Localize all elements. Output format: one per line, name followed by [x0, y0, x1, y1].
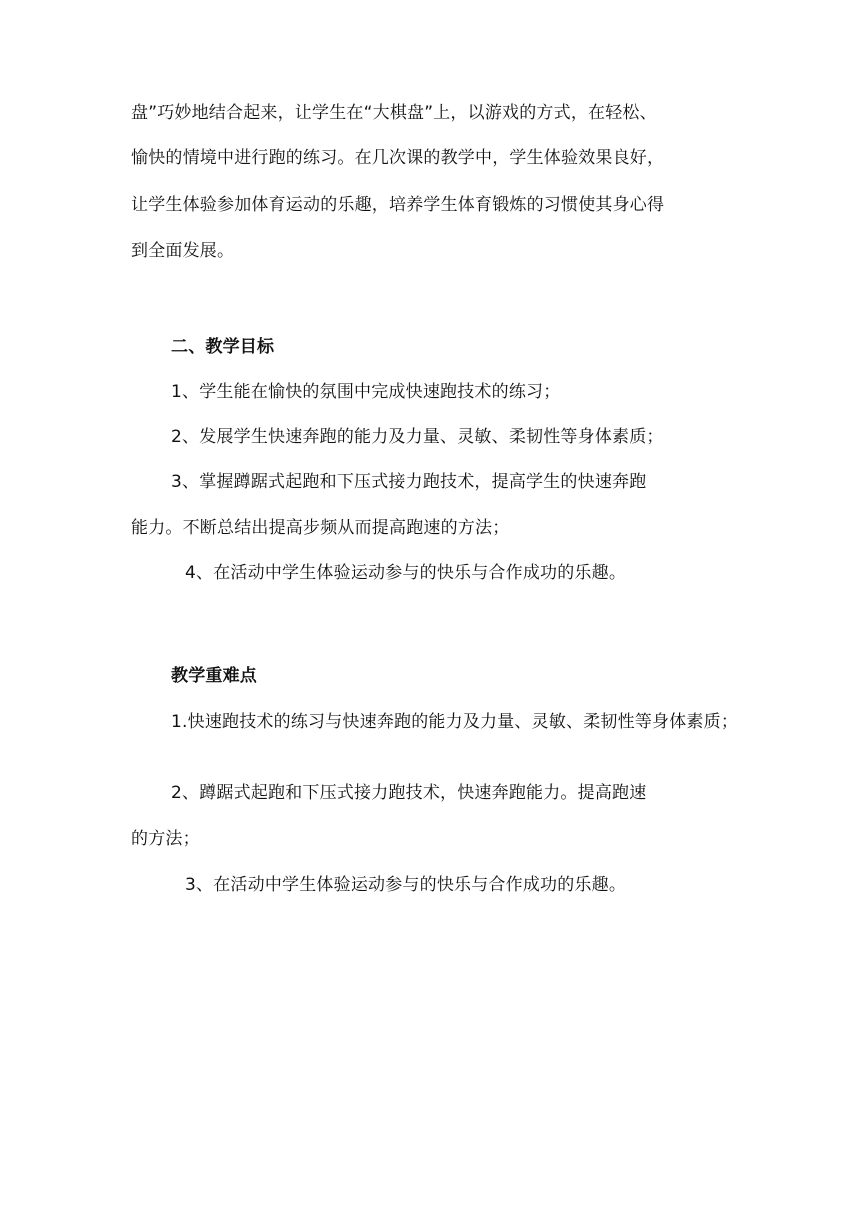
- goal-item-4: 4、在活动中学生体验运动参与的快乐与合作成功的乐趣。: [185, 563, 627, 583]
- difficulty-item-2-continued: 的方法；: [131, 829, 200, 849]
- intro-line-2: 愉快的情境中进行跑的练习。在几次课的教学中，学生体验效果良好，: [131, 148, 665, 168]
- difficulties-heading: 教学重难点: [171, 666, 257, 686]
- goal-item-2: 2、发展学生快速奔跑的能力及力量、灵敏、柔韧性等身体素质；: [171, 427, 664, 447]
- goal-item-3-continued: 能力。不断总结出提高步频从而提高跑速的方法；: [131, 518, 510, 538]
- goals-heading: 二、教学目标: [171, 337, 275, 357]
- goal-item-1: 1、学生能在愉快的氛围中完成快速跑技术的练习；: [171, 382, 561, 402]
- difficulty-item-2: 2、蹲踞式起跑和下压式接力跑技术，快速奔跑能力。提高跑速: [171, 783, 647, 803]
- intro-line-3: 让学生体验参加体育运动的乐趣，培养学生体育锻炼的习惯使其身心得: [131, 195, 665, 215]
- goal-item-3: 3、掌握蹲踞式起跑和下压式接力跑技术，提高学生的快速奔跑: [171, 472, 647, 492]
- difficulty-item-1: 1.快速跑技术的练习与快速奔跑的能力及力量、灵敏、柔韧性等身体素质；: [171, 712, 739, 732]
- intro-line-1: 盘”巧妙地结合起来，让学生在“大棋盘”上，以游戏的方式，在轻松、: [131, 103, 657, 123]
- difficulty-item-3: 3、在活动中学生体验运动参与的快乐与合作成功的乐趣。: [185, 875, 627, 895]
- intro-line-4: 到全面发展。: [131, 241, 235, 261]
